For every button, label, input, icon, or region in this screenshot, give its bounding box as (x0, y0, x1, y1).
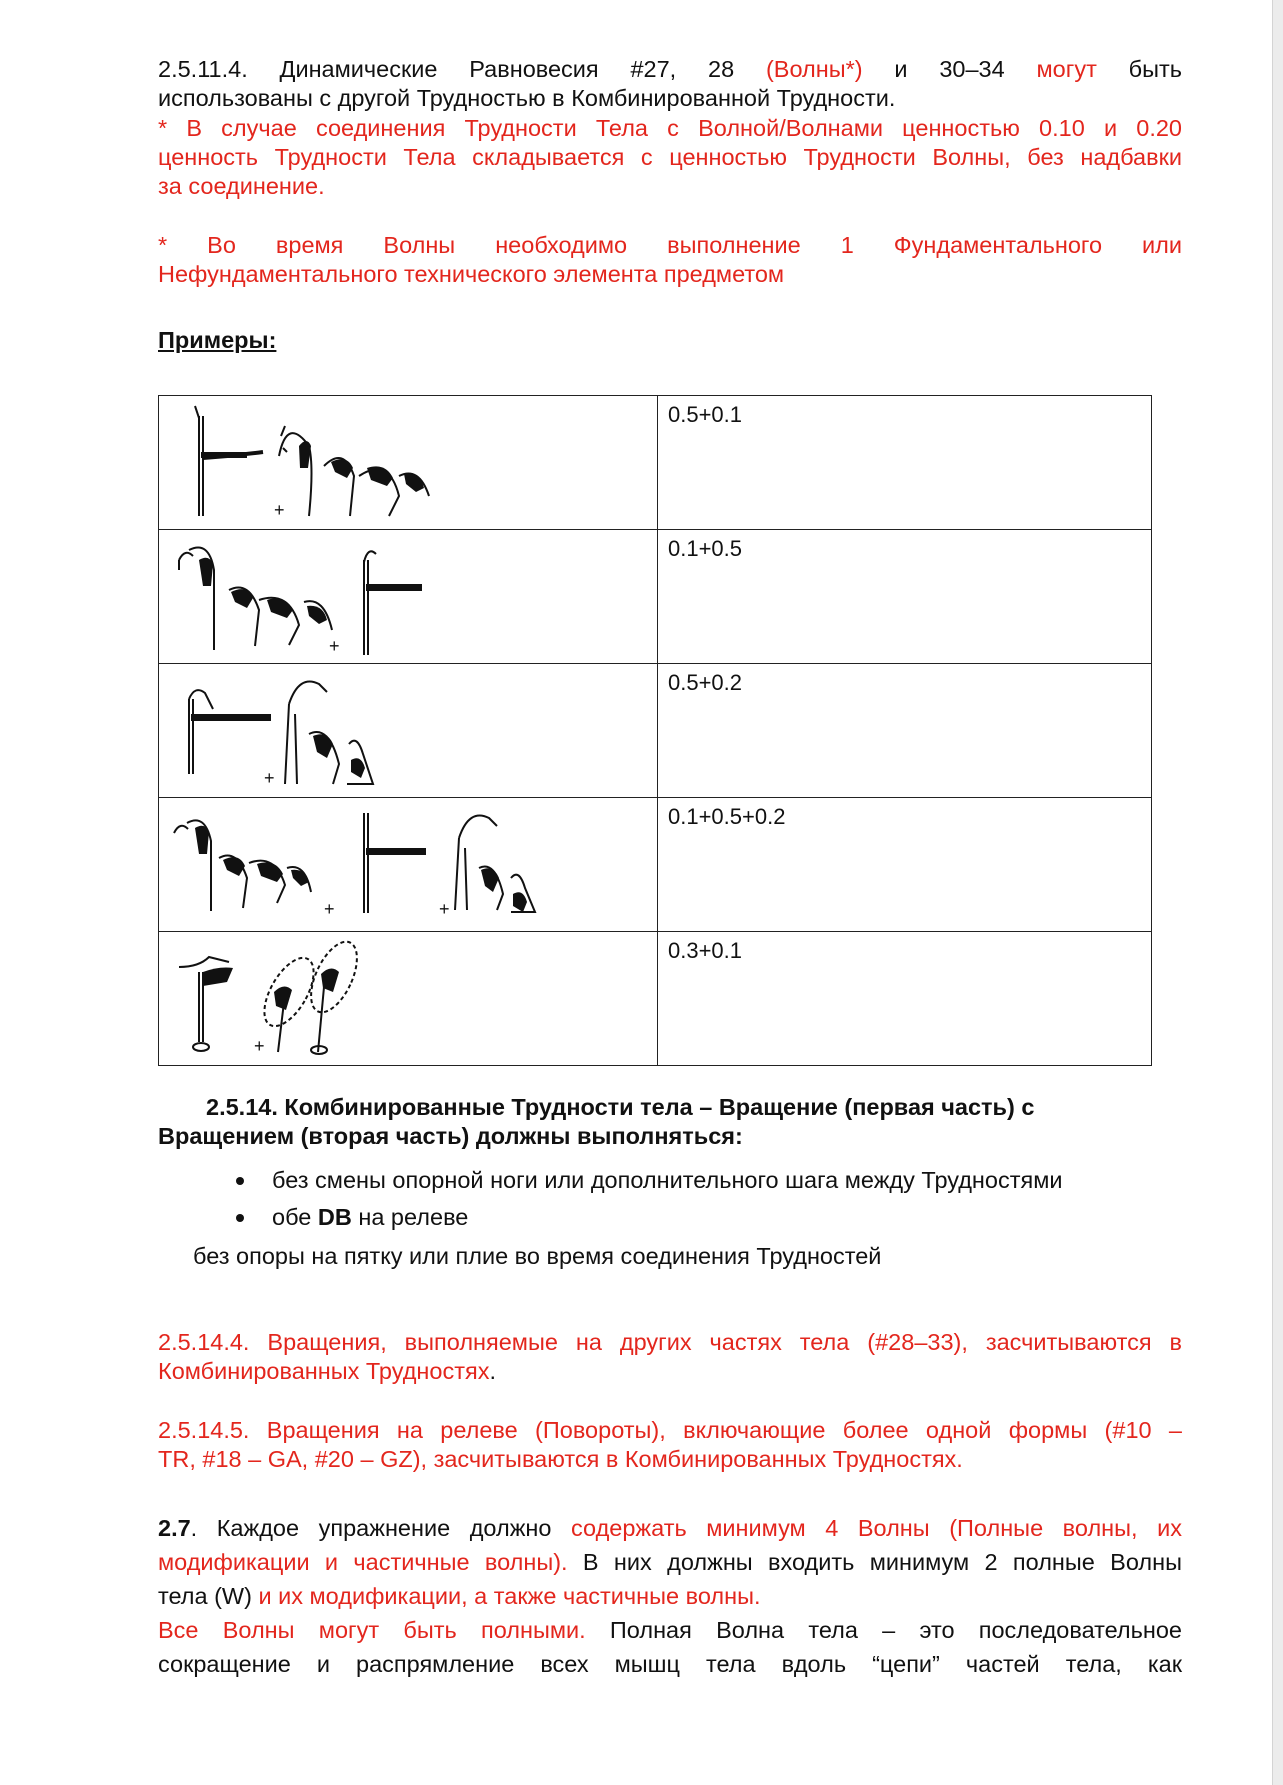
section-2-5-14-heading: 2.5.14. Комбинированные Трудности тела – Вращение (первая часть) с Вращением (вторая часть) должны выполняться: (158, 1094, 1035, 1149)
gymnast-figures-illustration (159, 932, 655, 1063)
example-figure-cell (159, 798, 658, 932)
example-plus: + (274, 500, 285, 520)
example-plus: + (329, 636, 340, 656)
list-item: без смены опорной ноги или дополнительного шага между Трудностями (158, 1166, 1063, 1203)
gymnast-figures-illustration (159, 664, 655, 795)
list-item: обе DB на релеве (158, 1203, 1063, 1240)
example-figure-cell (159, 530, 658, 664)
example-value: 0.1+0.5 (658, 530, 1152, 664)
table-row (159, 530, 1152, 664)
gymnast-figures-illustration (159, 798, 655, 929)
example-figure-cell (159, 932, 658, 1066)
gymnast-figures-illustration (159, 530, 655, 661)
example-value: 0.3+0.1 (658, 932, 1152, 1066)
examples-heading: Примеры: (158, 327, 277, 353)
example-value: 0.5+0.1 (658, 396, 1152, 530)
paragraph-2-5-14-4: 2.5.14.4. Вращения, выполняемые на других частях тела (#28–33), засчитываются в Комбинированных Трудностях. (158, 1329, 1182, 1384)
bullet-icon (236, 1214, 244, 1222)
example-plus: + (254, 1036, 265, 1056)
requirements-list (158, 1166, 1063, 1240)
requirement-text: без опоры на пятку или плие во время соединения Трудностей (193, 1243, 882, 1269)
paragraph-2-5-14-5: 2.5.14.5. Вращения на релеве (Повороты), включающие более одной формы (#10 – TR, #18 – GA, #20 – GZ), засчитываются в Комбинированных Трудностях. (158, 1417, 1182, 1472)
table-row (159, 396, 1152, 530)
example-plus: + (439, 899, 450, 919)
gymnast-figures-illustration (159, 396, 655, 527)
bullet-icon (236, 1177, 244, 1185)
note-wave-combination: * В случае соединения Трудности Тела с Волной/Волнами ценностью 0.10 и 0.20 ценность Трудности Тела складывается с ценностью Трудности Волны, без надбавки за соединение. (158, 115, 1182, 199)
paragraph-2-7: 2.7. Каждое упражнение должно содержать минимум 4 Волны (Полные волны, их модификации и частичные волны). В них должны входить минимум 2 полные Волны тела (W) и их модификации, а также частичные волны. Все Волны могут быть полными. Полная Волна тела – это последовательное сокращение и распрямление всех мышц тела вдоль “цепи” частей тела, как (158, 1515, 1182, 1677)
examples-table (158, 395, 1152, 1066)
example-figure-cell (159, 664, 658, 798)
example-plus: + (324, 899, 335, 919)
example-figure-cell (159, 396, 658, 530)
example-plus: + (264, 768, 275, 788)
note-apparatus-element: * Во время Волны необходимо выполнение 1 Фундаментального или Нефундаментального технического элемента предметом (158, 232, 1182, 287)
table-row (159, 664, 1152, 798)
table-row (159, 798, 1152, 932)
paragraph-2-5-11-4: 2.5.11.4. Динамические Равновесия #27, 28 (Волны*) и 30–34 могут быть использованы с другой Трудностью в Комбинированной Трудности. (158, 56, 1183, 111)
example-value: 0.5+0.2 (658, 664, 1152, 798)
table-row (159, 932, 1152, 1066)
example-value: 0.1+0.5+0.2 (658, 798, 1152, 932)
